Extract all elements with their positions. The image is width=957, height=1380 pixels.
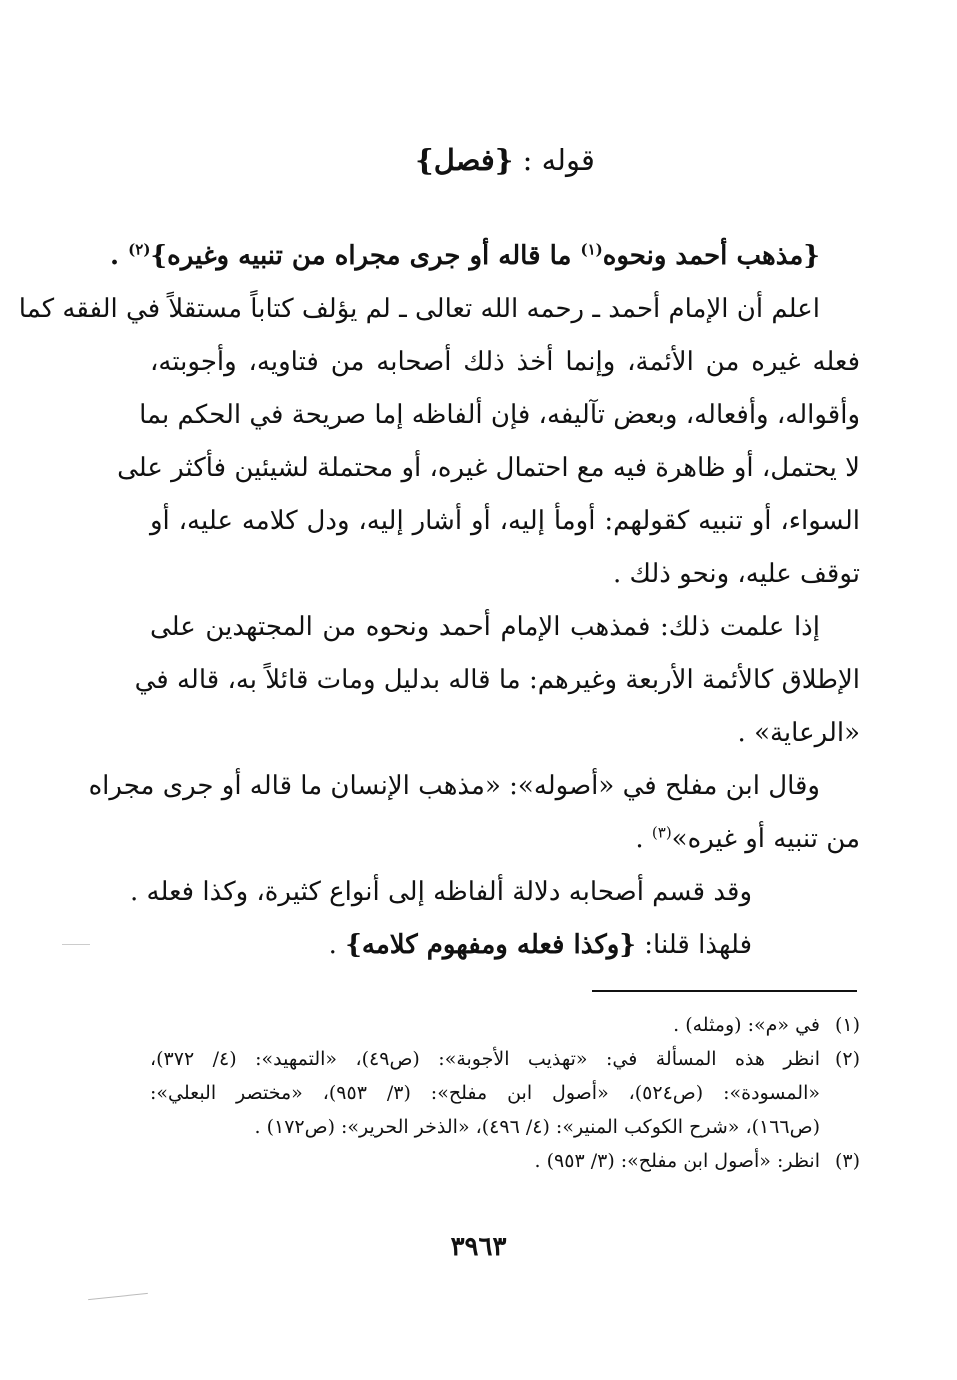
footnote-number: (١) xyxy=(834,1014,860,1036)
paragraph-2 xyxy=(134,601,860,760)
footnote-ref-3[interactable]: (٣) xyxy=(651,823,672,842)
p3-line2-end: . xyxy=(635,824,652,854)
footnote-1 xyxy=(150,1008,860,1042)
footnote-number: (٣) xyxy=(834,1150,860,1172)
footnote-number: (٢) xyxy=(834,1048,860,1070)
paragraph-1 xyxy=(18,283,860,601)
lead-line xyxy=(110,230,860,283)
footnote-divider xyxy=(592,990,857,992)
text-line: فعله غيره من الأئمة، وإنما أخذ ذلك أصحابه من فتاويه، وأجوبته، xyxy=(150,347,860,377)
scan-mark xyxy=(88,1293,148,1300)
footnote-ref-2[interactable]: (٢) xyxy=(128,240,151,259)
section-heading xyxy=(150,138,860,182)
scan-mark xyxy=(62,944,90,945)
footnote-line xyxy=(150,1042,860,1076)
lead-part2: ما قاله أو جرى مجراه من تنبيه وغيره} xyxy=(150,241,581,271)
footnote-line: «المسودة»: (ص٥٢٤)، «أصول ابن مفلح»: (٣/ ٩٥٣)، «مختصر البعلي»: xyxy=(150,1082,820,1104)
text-line: توقف عليه، ونحو ذلك . xyxy=(612,559,860,589)
text-line: إذا علمت ذلك: فمذهب الإمام أحمد ونحوه من المجتهدين على xyxy=(150,612,820,642)
heading-prefix: قوله : xyxy=(513,143,595,177)
p3-line2: من تنبيه أو غيره» xyxy=(671,824,860,854)
text-line: الإطلاق كالأئمة الأربعة وغيرهم: ما قاله بدليل ومات قائلاً به، قاله في xyxy=(134,665,860,695)
footnote-line: (ص١٦٦)، «شرح الكوكب المنير»: (٤/ ٤٩٦)، «الذخر الحرير»: (ص١٧٢) . xyxy=(254,1116,820,1138)
footnotes xyxy=(150,1008,860,1178)
paragraph-4: وقد قسم أصحابه دلالة ألفاظه إلى أنواع كثيرة، وكذا فعله . xyxy=(130,877,752,907)
text-line xyxy=(150,813,860,866)
p5-bold: {وكذا فعله ومفهوم كلامه} xyxy=(345,930,637,960)
text-line: اعلم أن الإمام أحمد ـ رحمه الله تعالى ـ لم يؤلف كتاباً مستقلاً في الفقه كما xyxy=(18,294,820,324)
text-line: السواء، أو تنبيه كقولهم: أومأ إليه، أو أشار إليه، ودل كلامه عليه، أو xyxy=(150,506,860,536)
text-line: لا يحتمل، أو ظاهرة فيه مع احتمال غيره، أو محتملة لشيئين فأكثر على xyxy=(117,453,860,483)
text-line: «الرعاية» . xyxy=(737,718,860,748)
lead-end: . xyxy=(110,241,129,271)
footnote-ref-1[interactable]: (١) xyxy=(580,240,603,259)
paragraph-3 xyxy=(88,760,860,866)
footnote-3 xyxy=(150,1144,860,1178)
text-line: وقال ابن مفلح في «أصوله»: «مذهب الإنسان ما قاله أو جرى مجراه xyxy=(88,771,820,801)
heading-title: {فصل} xyxy=(415,143,514,177)
text-line: وأقواله، وأفعاله، وبعض تآليفه، فإن ألفاظه إما صريحة في الحكم بما xyxy=(139,400,860,430)
page-number: ٣٩٦٣ xyxy=(450,1232,507,1262)
p5-prefix: فلهذا قلنا: xyxy=(636,930,752,960)
footnote-2 xyxy=(150,1042,860,1144)
paragraph-5 xyxy=(150,919,860,972)
p5-end: . xyxy=(328,930,346,960)
page-body xyxy=(18,120,860,972)
lead-part1: {مذهب أحمد ونحوه xyxy=(602,241,820,271)
footnote-text: انظر هذه المسألة في: «تهذيب الأجوبة»: (ص٤٩)، «التمهيد»: (٤/ ٣٧٢)، xyxy=(150,1048,820,1070)
footnote-text: انظر: «أصول ابن مفلح»: (٣/ ٩٥٣) . xyxy=(534,1150,820,1172)
footnote-text: في «م»: (ومثله) . xyxy=(673,1014,820,1036)
